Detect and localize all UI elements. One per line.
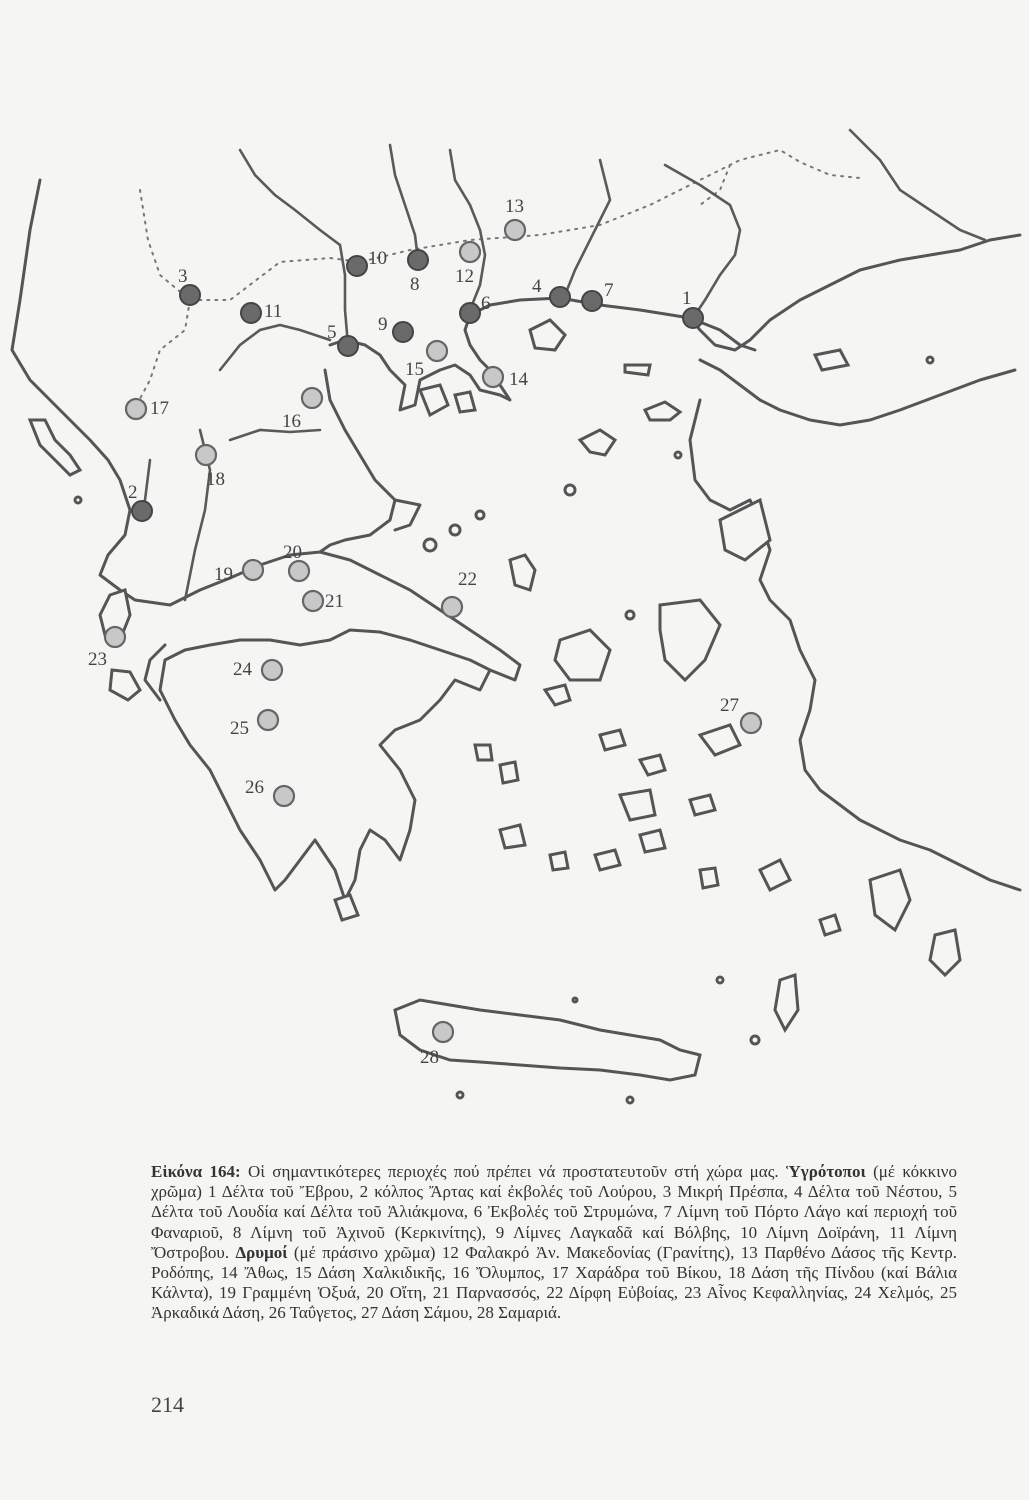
marker-13 [505, 220, 525, 240]
label-28: 28 [420, 1047, 439, 1068]
label-18: 18 [206, 469, 225, 490]
marker-19 [243, 560, 263, 580]
marker-16 [302, 388, 322, 408]
marker-27 [741, 713, 761, 733]
label-5: 5 [327, 322, 337, 343]
label-13: 13 [505, 196, 524, 217]
label-27: 27 [720, 695, 739, 716]
wetlands-heading: Ὑγρότοποι [786, 1162, 866, 1181]
label-12: 12 [455, 266, 474, 287]
marker-24 [262, 660, 282, 680]
marker-7 [582, 291, 602, 311]
marker-6 [460, 303, 480, 323]
label-24: 24 [233, 659, 252, 680]
label-21: 21 [325, 591, 344, 612]
marker-12 [460, 242, 480, 262]
forests-list: (μέ πράσινο χρῶμα) 12 Φαλακρό Ἀν. Μακεδονίας (Γρανίτης), 13 Παρθένο Δάσος τῆς Κεντρ. Ροδόπης, 14 Ἄθως, 15 Δάση Χαλκιδικῆς, 16 Ὄλυμπος, 17 Χαράδρα τοῦ Βίκου, 18 Δάση τῆς Πίνδου (καί Βάλια Κάλντα), 19 Γραμμένη Ὀξυά, 20 Οἴτη, 21 Παρνασσός, 22 Δίρφη Εὐβοίας, 23 Αἶνος Κεφαλληνίας, 24 Χελμός, 25 Ἀρκαδικά Δάση, 26 Ταΰγετος, 27 Δάση Σάμου, 28 Σαμαριά. [151, 1242, 957, 1323]
label-10: 10 [368, 248, 387, 269]
marker-28 [433, 1022, 453, 1042]
marker-25 [258, 710, 278, 730]
marker-21 [303, 591, 323, 611]
label-20: 20 [283, 542, 302, 563]
label-9: 9 [378, 314, 388, 335]
label-2: 2 [128, 482, 138, 503]
label-14: 14 [509, 369, 528, 390]
figure-caption [151, 1162, 957, 1324]
marker-26 [274, 786, 294, 806]
forests-heading: Δρυμοί [235, 1242, 288, 1262]
figure-label: Εἰκόνα 164: [151, 1162, 241, 1181]
marker-20 [289, 561, 309, 581]
label-17: 17 [150, 398, 169, 419]
marker-14 [483, 367, 503, 387]
label-22: 22 [458, 569, 477, 590]
marker-10 [347, 256, 367, 276]
label-8: 8 [410, 274, 420, 295]
rivers [140, 130, 985, 600]
marker-4 [550, 287, 570, 307]
page-number: 214 [151, 1392, 184, 1417]
marker-23 [105, 627, 125, 647]
label-23: 23 [88, 649, 107, 670]
label-26: 26 [245, 777, 264, 798]
label-19: 19 [214, 564, 233, 585]
label-1: 1 [682, 288, 692, 309]
marker-1 [683, 308, 703, 328]
label-3: 3 [178, 266, 188, 287]
marker-5 [338, 336, 358, 356]
label-4: 4 [532, 276, 542, 297]
label-25: 25 [230, 718, 249, 739]
mainland-coastline [12, 180, 1020, 900]
caption-intro: Οἱ σημαντικότερες περιοχές πού πρέπει νά προστατευτοῦν στή χώρα μας. [240, 1162, 787, 1181]
label-15: 15 [405, 359, 424, 380]
marker-2 [132, 501, 152, 521]
marker-9 [393, 322, 413, 342]
marker-22 [442, 597, 462, 617]
marker-11 [241, 303, 261, 323]
marker-3 [180, 285, 200, 305]
label-16: 16 [282, 411, 301, 432]
label-7: 7 [604, 280, 614, 301]
marker-15 [427, 341, 447, 361]
label-6: 6 [481, 293, 491, 314]
marker-17 [126, 399, 146, 419]
label-11: 11 [264, 301, 283, 322]
wetlands-list: (μέ κόκκινο χρῶμα) 1 Δέλτα τοῦ Ἔβρου, 2 κόλπος Ἄρτας καί ἐκβολές τοῦ Λούρου, 3 Μικρή Πρέσπα, 4 Δέλτα τοῦ Νέστου, 5 Δέλτα τοῦ Λουδία καί Δέλτα τοῦ Ἀλιάκμονα, 6 Ἐκβολές τοῦ Στρυμώνα, 7 Λίμνη τοῦ Πόρτο Λάγο καί περιοχή τοῦ Φαναριοῦ, 8 Λίμνη τοῦ Ἀχινοῦ (Κερκινίτης), 9 Λίμνες Λαγκαδᾶ καί Βόλβης, 10 Λίμνη Δοϊράνη, 11 Λίμνη Ὄστροβου. [151, 1162, 957, 1262]
marker-18 [196, 445, 216, 465]
marker-8 [408, 250, 428, 270]
